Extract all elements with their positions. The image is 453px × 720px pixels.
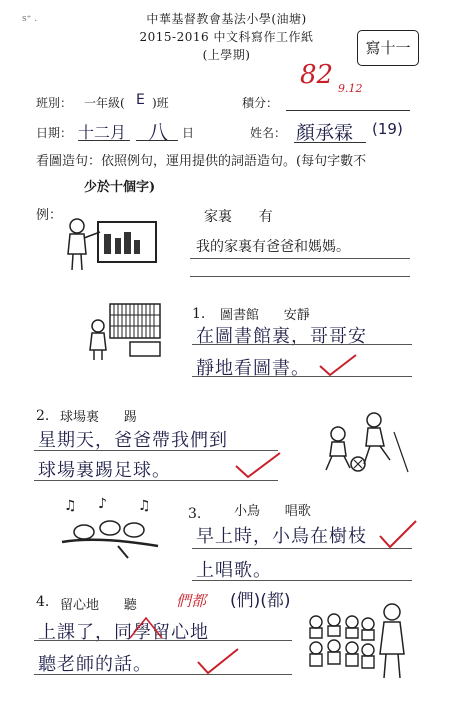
q4-answer-line2: 聽老師的話。 (38, 654, 152, 675)
name-label: 姓名： (250, 126, 287, 140)
class-label: 班別： (36, 96, 73, 110)
q4-words: 留心地 聽 (60, 598, 137, 613)
q3-number: 3. (188, 506, 202, 522)
q3-words: 小鳥 唱歌 (234, 504, 311, 519)
q2-answer-line1: 星期天，爸爸帶我們到 (38, 430, 228, 451)
class-tail: )班 (152, 96, 169, 110)
q1-answer-line1: 在圖書館裏，哥哥安 (196, 326, 367, 347)
date-tail: 日 (182, 126, 195, 140)
date-day: 八 (148, 120, 168, 144)
date-month-line (78, 140, 130, 141)
music-note-icon: ♫ (138, 498, 151, 514)
example-line-2 (190, 276, 410, 277)
q3-check-icon (378, 518, 418, 550)
example-words: 家裏 有 (204, 209, 273, 225)
date-month: 十二月 (78, 123, 127, 142)
q4-check-icon (196, 646, 240, 676)
example-line-1 (190, 258, 410, 259)
q1-words: 圖書館 安靜 (220, 308, 310, 323)
instruction-line2: 少於十個字) (84, 180, 156, 195)
q3-answer-line1: 早上時，小鳥在樹枝 (196, 526, 367, 547)
q1-line-1 (192, 344, 412, 345)
class-letter: E (136, 92, 145, 108)
q2-line-2 (34, 480, 278, 481)
q4-line-2 (34, 674, 292, 675)
school-name: 中華基督教會基法小學(油塘) (146, 12, 307, 26)
student-name: 顏承霖 (296, 122, 354, 144)
score-label: 積分： (242, 96, 279, 110)
q2-number: 2. (36, 408, 50, 424)
q1-number: 1. (192, 306, 206, 322)
stray-mark: s⁺ . (22, 14, 38, 24)
score-value: 82 (300, 60, 334, 90)
class-value: 一年級( (84, 96, 125, 110)
q2-check-icon (234, 450, 282, 480)
q4-insert-mark-icon (126, 616, 166, 640)
name-line (294, 142, 366, 143)
score-date-note: 9.12 (338, 82, 363, 95)
q3-answer-line2: 上唱歌。 (196, 560, 272, 581)
q4-line-1 (34, 640, 292, 641)
q4-number: 4. (36, 594, 50, 610)
q1-check-icon (318, 352, 358, 378)
music-note-icon: ♫ (64, 498, 77, 514)
q1-line-2 (192, 376, 412, 377)
q4-student-correction: (們)(都) (230, 591, 291, 611)
music-note-icon: ♪ (98, 496, 107, 512)
student-number: (19) (372, 120, 403, 138)
classroom-illustration (304, 598, 414, 684)
q2-answer-line2: 球場裏踢足球。 (38, 460, 171, 481)
worksheet-badge: 寫十一 (357, 30, 419, 66)
football-illustration (318, 412, 414, 478)
term-label: (上學期) (202, 48, 251, 62)
date-day-line (136, 140, 178, 141)
birds-illustration (58, 496, 162, 562)
date-label: 日期： (36, 126, 73, 140)
q3-line-2 (192, 580, 412, 581)
q4-teacher-correction: 們都 (176, 592, 207, 610)
q1-answer-line2: 靜地看圖書。 (196, 358, 310, 379)
q2-words: 球場裏 踢 (60, 410, 137, 425)
family-photo-illustration (60, 212, 168, 274)
library-illustration (84, 300, 164, 362)
year-and-subject: 2015-2016 中文科寫作工作紙 (139, 30, 314, 44)
example-label: 例： (36, 208, 63, 223)
score-line (286, 110, 410, 111)
instruction-line1: 看圖造句：依照例句，運用提供的詞語造句。(每句字數不 (36, 154, 367, 169)
q4-answer-line1: 上課了，同學留心地 (38, 622, 209, 643)
example-sentence: 我的家裏有爸爸和媽媽。 (196, 239, 350, 255)
